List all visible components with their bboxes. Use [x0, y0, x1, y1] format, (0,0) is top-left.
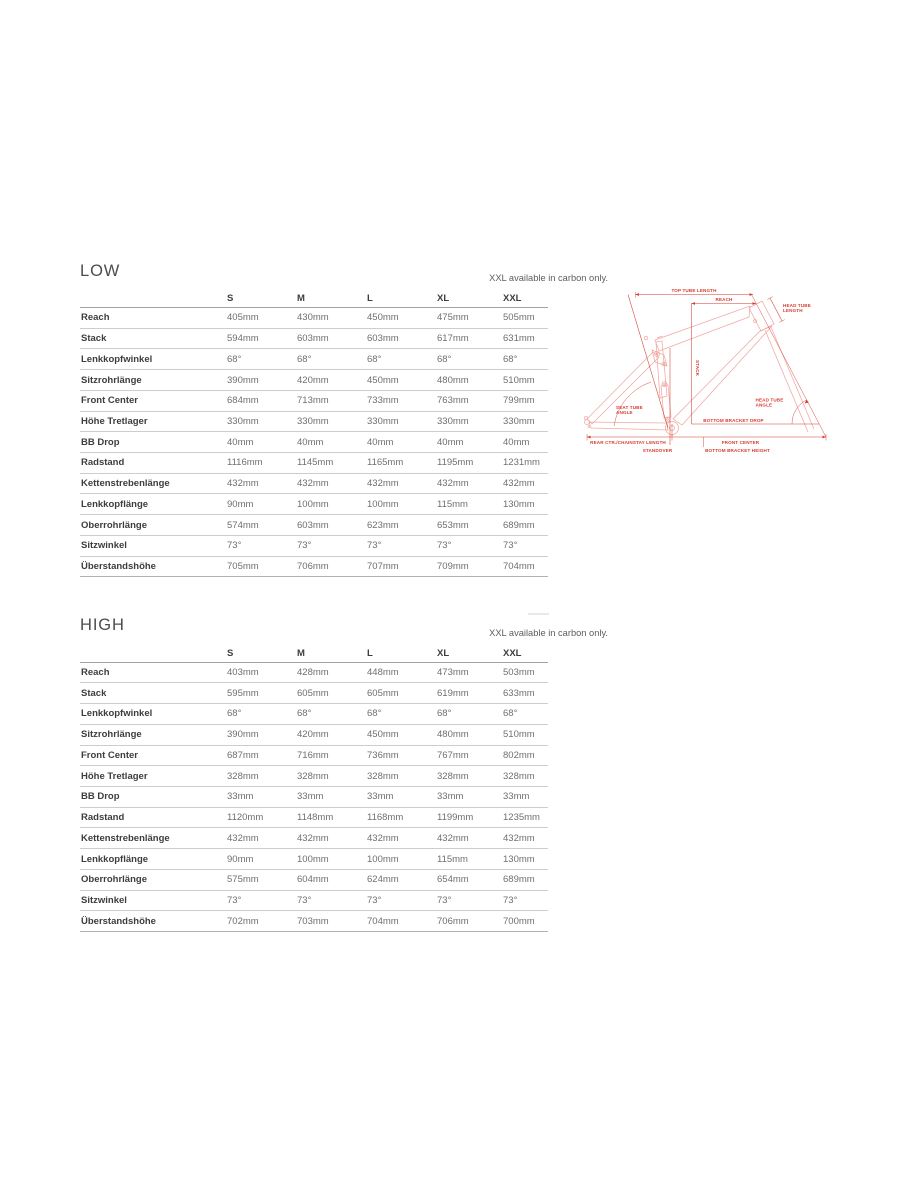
table-cell: 505mm — [503, 312, 535, 324]
table-cell: 713mm — [297, 395, 329, 407]
table-row — [80, 891, 548, 912]
table-cell: 709mm — [437, 560, 469, 572]
table-cell: 100mm — [367, 498, 399, 510]
table-cell: 420mm — [297, 374, 329, 386]
fork — [765, 327, 814, 432]
table-cell: 510mm — [503, 729, 535, 741]
table-cell: 475mm — [437, 312, 469, 324]
table-cell: 684mm — [227, 395, 259, 407]
label-standover: STANDOVER — [642, 448, 673, 453]
table-cell: 687mm — [227, 749, 259, 761]
table-cell: 1231mm — [503, 457, 540, 469]
table-row — [80, 515, 548, 536]
table-cell: 617mm — [437, 333, 469, 345]
label-bottom-bracket-height: BOTTOM BRACKET HEIGHT — [705, 448, 770, 453]
column-header: XL — [437, 647, 450, 659]
table-cell: 73° — [227, 894, 242, 906]
table-row — [80, 683, 548, 704]
table-cell: 707mm — [367, 560, 399, 572]
table-cell: 73° — [437, 540, 452, 552]
table-cell: 432mm — [297, 478, 329, 490]
table-cell: 330mm — [227, 415, 259, 427]
row-label: Lenkkopflänge — [81, 498, 149, 510]
table-cell: 390mm — [227, 374, 259, 386]
table-row — [80, 308, 548, 329]
high-carbon-note: XXL available in carbon only. — [489, 628, 608, 638]
table-cell: 73° — [297, 540, 312, 552]
table-cell: 1235mm — [503, 812, 540, 824]
top-tube — [655, 306, 750, 351]
seat-cluster-pivot — [644, 336, 648, 340]
low-carbon-note: XXL available in carbon only. — [489, 273, 608, 283]
table-cell: 428mm — [297, 667, 329, 679]
table-cell: 654mm — [437, 874, 469, 886]
table-cell: 73° — [297, 894, 312, 906]
table-row — [80, 663, 548, 684]
table-cell: 702mm — [227, 915, 259, 927]
row-label: Sitzrohrlänge — [81, 374, 142, 386]
table-row — [80, 787, 548, 808]
row-label: Überstandshöhe — [81, 560, 156, 572]
table-cell: 68° — [367, 708, 382, 720]
row-label: Front Center — [81, 749, 138, 761]
shock-eye-top-bolt — [664, 383, 666, 385]
table-row — [80, 746, 548, 767]
table-cell: 432mm — [367, 478, 399, 490]
table-cell: 432mm — [367, 832, 399, 844]
table-cell: 706mm — [297, 560, 329, 572]
table-cell: 330mm — [503, 415, 535, 427]
table-cell: 432mm — [227, 832, 259, 844]
steering-axis-line — [752, 295, 827, 438]
row-label: BB Drop — [81, 436, 120, 448]
geometry-table-high — [80, 646, 548, 932]
table-cell: 73° — [227, 540, 242, 552]
label-reach: REACH — [715, 297, 733, 302]
geometry-table-low — [80, 291, 548, 577]
row-label: Höhe Tretlager — [81, 770, 148, 782]
table-cell: 68° — [297, 708, 312, 720]
label-seat-tube-angle-1: SEAT TUBE — [616, 405, 643, 410]
table-cell: 432mm — [503, 832, 535, 844]
table-cell: 40mm — [227, 436, 254, 448]
table-cell: 90mm — [227, 853, 254, 865]
column-header: S — [227, 293, 234, 304]
table-cell: 68° — [227, 353, 242, 365]
table-cell: 450mm — [367, 312, 399, 324]
table-cell: 503mm — [503, 667, 535, 679]
table-cell: 405mm — [227, 312, 259, 324]
row-label: Radstand — [81, 457, 125, 469]
table-row — [80, 766, 548, 787]
table-cell: 430mm — [297, 312, 329, 324]
row-label: Oberrohrlänge — [81, 874, 147, 886]
table-cell: 631mm — [503, 333, 535, 345]
row-label: Sitzwinkel — [81, 540, 127, 552]
table-cell: 420mm — [297, 729, 329, 741]
table-cell: 603mm — [297, 333, 329, 345]
table-cell: 40mm — [437, 436, 464, 448]
table-row — [80, 494, 548, 515]
column-header: S — [227, 647, 234, 659]
table-cell: 68° — [297, 353, 312, 365]
table-row — [80, 370, 548, 391]
table-cell: 716mm — [297, 749, 329, 761]
row-label: Reach — [81, 312, 110, 324]
table-header-row — [80, 291, 548, 308]
table-cell: 130mm — [503, 498, 535, 510]
table-cell: 73° — [367, 540, 382, 552]
table-cell: 1195mm — [437, 457, 474, 469]
table-cell: 33mm — [367, 791, 394, 803]
table-row — [80, 725, 548, 746]
label-bottom-bracket-drop: BOTTOM BRACKET DROP — [703, 418, 764, 423]
column-header: M — [297, 647, 305, 659]
table-cell: 595mm — [227, 687, 259, 699]
chainstay — [589, 422, 668, 430]
row-label: Radstand — [81, 812, 125, 824]
table-row — [80, 474, 548, 495]
table-cell: 689mm — [503, 519, 535, 531]
table-cell: 689mm — [503, 874, 535, 886]
table-cell: 1165mm — [367, 457, 404, 469]
smudge-artifact — [528, 613, 549, 615]
table-cell: 73° — [437, 894, 452, 906]
label-stack: STACK — [695, 359, 700, 377]
table-cell: 733mm — [367, 395, 399, 407]
label-head-tube-angle-1: HEAD TUBE — [755, 397, 784, 403]
column-header: L — [367, 293, 373, 304]
table-cell: 68° — [437, 353, 452, 365]
table-cell: 450mm — [367, 729, 399, 741]
table-cell: 330mm — [367, 415, 399, 427]
table-cell: 432mm — [437, 832, 469, 844]
table-header-row — [80, 646, 548, 663]
table-cell: 328mm — [503, 770, 535, 782]
dimension-lines — [587, 292, 826, 447]
table-cell: 704mm — [367, 915, 399, 927]
rear-shock — [661, 385, 671, 418]
table-cell: 603mm — [297, 519, 329, 531]
column-header: XXL — [503, 293, 522, 304]
row-label: Stack — [81, 687, 107, 699]
table-cell: 1116mm — [227, 457, 263, 469]
row-label: Lenkkopfwinkel — [81, 353, 153, 365]
table-cell: 73° — [367, 894, 382, 906]
derailleur-hanger — [588, 426, 590, 428]
table-cell: 403mm — [227, 667, 259, 679]
column-header: XXL — [503, 647, 522, 659]
table-cell: 73° — [503, 894, 518, 906]
table-cell: 704mm — [503, 560, 535, 572]
table-row — [80, 453, 548, 474]
table-cell: 115mm — [437, 498, 468, 510]
table-row — [80, 432, 548, 453]
table-cell: 68° — [503, 353, 518, 365]
table-row — [80, 349, 548, 370]
table-cell: 450mm — [367, 374, 399, 386]
table-cell: 100mm — [297, 853, 329, 865]
row-label: BB Drop — [81, 791, 120, 803]
table-cell: 330mm — [437, 415, 469, 427]
table-row — [80, 536, 548, 557]
head-tube-length-dim — [770, 298, 782, 321]
table-row — [80, 911, 548, 932]
table-row — [80, 808, 548, 829]
table-cell: 633mm — [503, 687, 535, 699]
table-cell: 130mm — [503, 853, 535, 865]
table-row — [80, 329, 548, 350]
table-cell: 328mm — [227, 770, 259, 782]
table-cell: 619mm — [437, 687, 469, 699]
label-head-tube-angle-2: ANGLE — [755, 402, 773, 408]
low-section-title: LOW — [80, 262, 121, 280]
table-cell: 1120mm — [227, 812, 264, 824]
row-label: Reach — [81, 667, 110, 679]
table-cell: 40mm — [503, 436, 530, 448]
table-cell: 33mm — [227, 791, 254, 803]
label-front-center: FRONT CENTER — [721, 440, 760, 445]
table-row — [80, 849, 548, 870]
rear-axle — [585, 417, 588, 420]
table-cell: 605mm — [367, 687, 399, 699]
table-cell: 68° — [437, 708, 452, 720]
table-cell: 432mm — [227, 478, 259, 490]
table-cell: 703mm — [297, 915, 329, 927]
table-cell: 653mm — [437, 519, 469, 531]
table-cell: 575mm — [227, 874, 259, 886]
table-row — [80, 828, 548, 849]
table-cell: 432mm — [437, 478, 469, 490]
row-label: Sitzrohrlänge — [81, 729, 142, 741]
table-cell: 802mm — [503, 749, 535, 761]
table-cell: 432mm — [503, 478, 535, 490]
row-label: Lenkkopflänge — [81, 853, 149, 865]
row-label: Front Center — [81, 395, 138, 407]
table-cell: 100mm — [297, 498, 329, 510]
table-cell: 432mm — [297, 832, 329, 844]
table-cell: 1168mm — [367, 812, 404, 824]
table-cell: 1145mm — [297, 457, 334, 469]
row-label: Höhe Tretlager — [81, 415, 148, 427]
header-spacer — [80, 304, 227, 307]
down-tube — [673, 326, 772, 425]
table-row — [80, 704, 548, 725]
table-cell: 605mm — [297, 687, 329, 699]
table-cell: 767mm — [437, 749, 469, 761]
table-cell: 328mm — [437, 770, 469, 782]
label-head-tube-length-2: LENGTH — [783, 308, 803, 313]
table-cell: 328mm — [297, 770, 329, 782]
row-label: Überstandshöhe — [81, 915, 156, 927]
table-cell: 480mm — [437, 374, 469, 386]
table-cell: 68° — [503, 708, 518, 720]
table-cell: 33mm — [503, 791, 530, 803]
seat-angle-arc — [614, 382, 651, 426]
row-label: Kettenstrebenlänge — [81, 478, 170, 490]
table-cell: 624mm — [367, 874, 399, 886]
frame-geometry-diagram — [582, 278, 872, 460]
table-cell: 705mm — [227, 560, 259, 572]
row-label: Kettenstrebenlänge — [81, 832, 170, 844]
table-row — [80, 391, 548, 412]
table-cell: 1148mm — [297, 812, 334, 824]
column-header: M — [297, 293, 305, 304]
table-cell: 40mm — [367, 436, 394, 448]
row-label: Sitzwinkel — [81, 894, 127, 906]
table-cell: 799mm — [503, 395, 535, 407]
table-cell: 448mm — [367, 667, 399, 679]
table-cell: 40mm — [297, 436, 324, 448]
row-label: Oberrohrlänge — [81, 519, 147, 531]
table-cell: 68° — [227, 708, 242, 720]
table-cell: 603mm — [367, 333, 399, 345]
table-cell: 100mm — [367, 853, 399, 865]
label-rear-center: REAR CTR./CHAINSTAY LENGTH — [590, 440, 666, 445]
table-row — [80, 412, 548, 433]
table-cell: 510mm — [503, 374, 535, 386]
row-label: Lenkkopfwinkel — [81, 708, 153, 720]
table-cell: 594mm — [227, 333, 259, 345]
table-cell: 700mm — [503, 915, 535, 927]
table-cell: 390mm — [227, 729, 259, 741]
label-head-tube-length-1: HEAD TUBE — [783, 303, 811, 308]
label-seat-tube-angle-2: ANGLE — [616, 410, 633, 415]
row-label: Stack — [81, 333, 107, 345]
table-cell: 574mm — [227, 519, 259, 531]
column-header: L — [367, 647, 373, 659]
table-cell: 115mm — [437, 853, 468, 865]
label-top-tube-length: TOP TUBE LENGTH — [671, 288, 717, 293]
shock-eye-bottom-bolt — [667, 419, 669, 421]
column-header: XL — [437, 293, 450, 304]
header-spacer — [80, 659, 227, 662]
table-cell: 328mm — [367, 770, 399, 782]
table-cell: 706mm — [437, 915, 469, 927]
table-cell: 604mm — [297, 874, 329, 886]
table-cell: 90mm — [227, 498, 254, 510]
table-cell: 73° — [503, 540, 518, 552]
table-cell: 473mm — [437, 667, 469, 679]
table-cell: 763mm — [437, 395, 469, 407]
table-cell: 1199mm — [437, 812, 474, 824]
table-row — [80, 870, 548, 891]
table-cell: 480mm — [437, 729, 469, 741]
table-cell: 623mm — [367, 519, 399, 531]
high-section-title: HIGH — [80, 616, 125, 634]
table-cell: 33mm — [297, 791, 324, 803]
table-cell: 68° — [367, 353, 382, 365]
table-cell: 330mm — [297, 415, 329, 427]
table-cell: 736mm — [367, 749, 399, 761]
table-cell: 33mm — [437, 791, 464, 803]
table-row — [80, 557, 548, 578]
